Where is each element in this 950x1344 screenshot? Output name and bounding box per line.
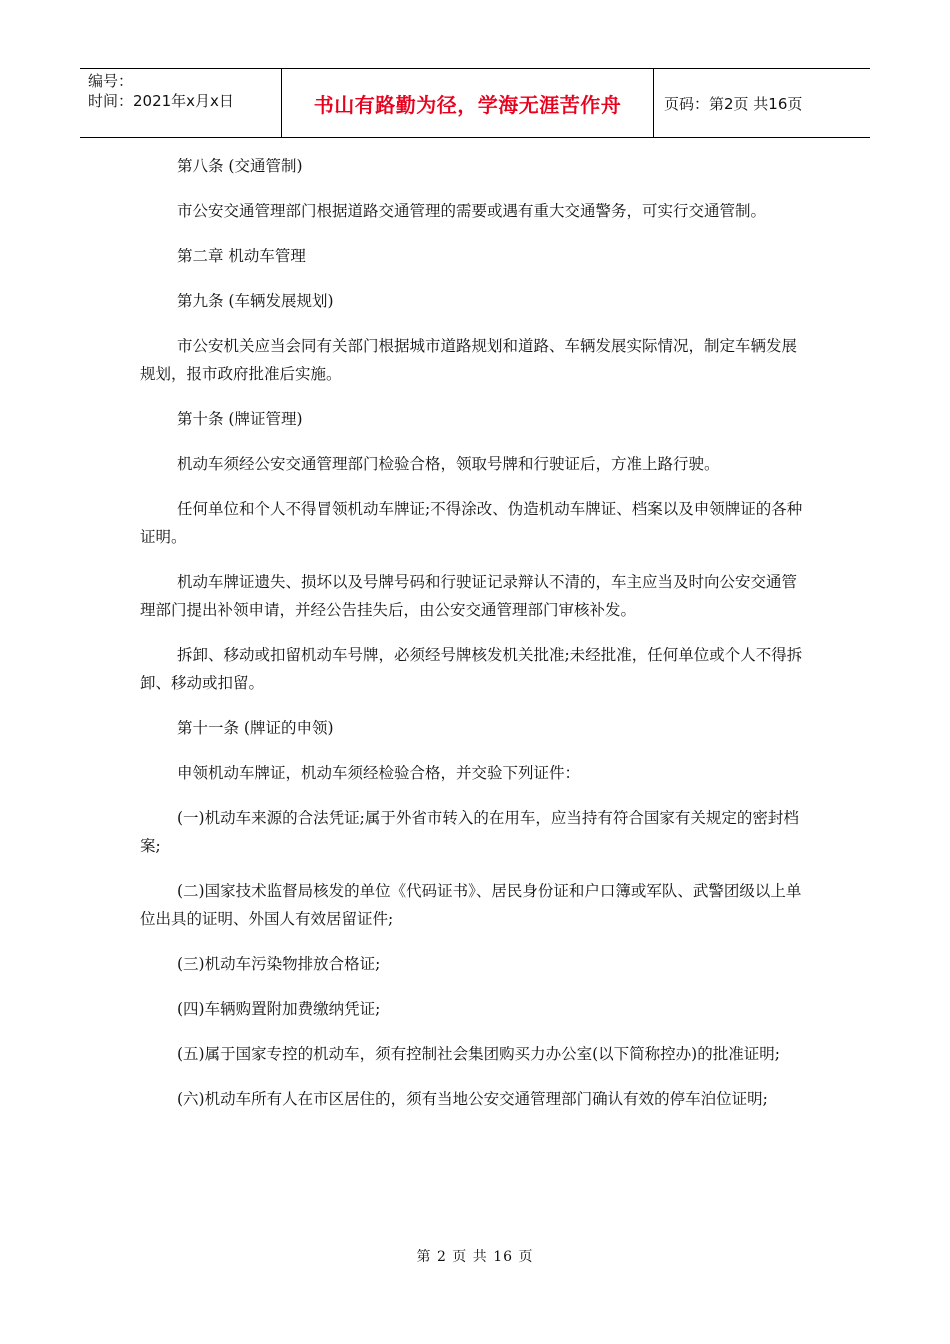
article-heading: 第九条 (车辆发展规划) (177, 292, 334, 310)
paragraph: 市公安机关应当会同有关部门根据城市道路规划和道路、车辆发展实际情况，制定车辆发展规划，报市政府批准后实施。 (140, 337, 798, 383)
page-footer: 第 2 页 共 16 页 (416, 1249, 534, 1265)
paragraph: 申领机动车牌证，机动车须经检验合格，并交验下列证件： (177, 764, 581, 782)
list-item: (五)属于国家专控的机动车，须有控制社会集团购买力办公室(以下简称控办)的批准证明; (177, 1045, 780, 1063)
list-item: (四)车辆购置附加费缴纳凭证; (177, 1000, 381, 1018)
document-body (140, 152, 810, 1130)
paragraph: 任何单位和个人不得冒领机动车牌证;不得涂改、伪造机动车牌证、档案以及申领牌证的各种证明。 (140, 500, 803, 546)
list-item: (三)机动车污染物排放合格证; (177, 955, 381, 973)
header-page-info: 页码：第2页 共16页 (664, 94, 803, 113)
header-slogan: 书山有路勤为径，学海无涯苦作舟 (282, 69, 654, 137)
paragraph: 机动车须经公安交通管理部门检验合格，领取号牌和行驶证后，方准上路行驶。 (177, 455, 720, 473)
list-item: (一)机动车来源的合法凭证;属于外省市转入的在用车，应当持有符合国家有关规定的密封档案; (140, 809, 799, 855)
document-time-label: 时间：2021年x月x日 (88, 92, 234, 110)
header-meta (80, 69, 282, 137)
page-header (80, 68, 870, 138)
list-item: (二)国家技术监督局核发的单位《代码证书》、居民身份证和户口簿或军队、武警团级以上单位出具的证明、外国人有效居留证件; (140, 882, 802, 928)
paragraph: 拆卸、移动或扣留机动车号牌，必须经号牌核发机关批准;未经批准，任何单位或个人不得拆卸、移动或扣留。 (140, 646, 803, 692)
article-heading: 第十一条 (牌证的申领) (177, 719, 334, 737)
article-heading: 第十条 (牌证管理) (177, 410, 303, 428)
chapter-heading: 第二章 机动车管理 (177, 247, 306, 265)
article-heading: 第八条 (交通管制) (177, 157, 303, 175)
paragraph: 机动车牌证遗失、损坏以及号牌号码和行驶证记录辩认不清的，车主应当及时向公安交通管理部门提出补领申请，并经公告挂失后，由公安交通管理部门审核补发。 (140, 573, 798, 619)
paragraph: 市公安交通管理部门根据道路交通管理的需要或遇有重大交通警务，可实行交通管制。 (177, 202, 767, 220)
list-item: (六)机动车所有人在市区居住的，须有当地公安交通管理部门确认有效的停车泊位证明; (177, 1090, 768, 1108)
document-number-label: 编号： (88, 72, 134, 90)
